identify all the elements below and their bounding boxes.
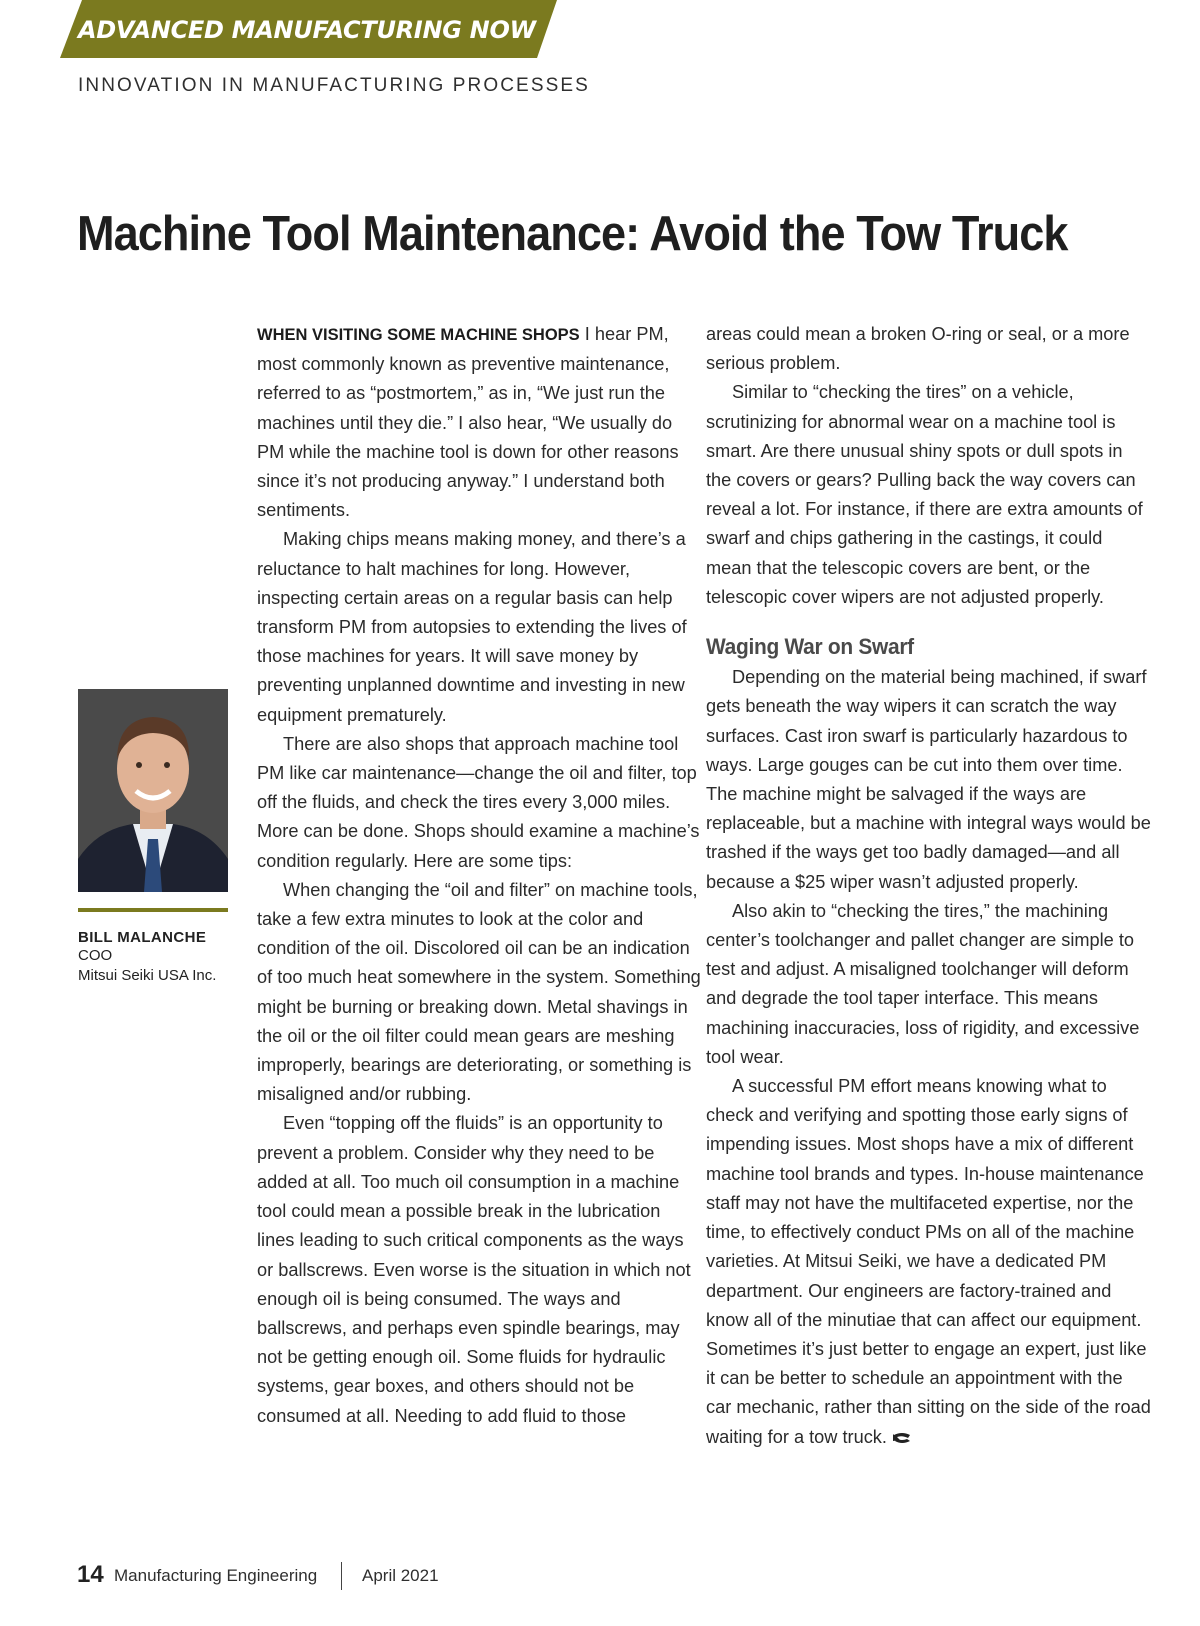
issue-date: April 2021 (362, 1566, 439, 1585)
paragraph-text: I hear PM, most commonly known as preventive maintenance, referred to as “postmortem,” as in, “We just run the machines until they die.” I also hear, “We usually do PM while the machine tool is down for other reasons since it’s not producing anyway.” I understand both sentiments. (257, 324, 679, 521)
paragraph: areas could mean a broken O-ring or seal, or a more serious problem. (706, 324, 1130, 374)
paragraph (706, 1072, 1151, 1452)
paragraph: When changing the “oil and filter” on machine tools, take a few extra minutes to look at the color and condition of the oil. Discolored oil can be an indication of too much heat somewhere in the system. Something might be burning or breaking down. Metal shavings in the oil or the oil filter could mean gears are meshing improperly, bearings are deteriorating, or something is misaligned and/or rubbing. (257, 879, 701, 1105)
paragraph: There are also shops that approach machine tool PM like car maintenance—change the oil and filter, top off the fluids, and check the tires every 3,000 miles. More can be done. Shops should examine a machine’s condition regularly. Here are some tips: (257, 733, 700, 871)
banner-title: ADVANCED MANUFACTURING NOW (78, 16, 536, 44)
paragraph: Also akin to “checking the tires,” the machining center’s toolchanger and pallet changer are simple to test and adjust. A misaligned toolchanger will deform and degrade the tool taper interface. This means machining inaccuracies, loss of rigidity, and excessive tool wear. (706, 900, 1140, 1067)
paragraph-text: A successful PM effort means knowing what to check and verifying and spotting those early signs of impending issues. Most shops have a mix of different machine tool brands and types. In-house maintenance staff may not have the multifaceted expertise, nor the time, to effectively conduct PMs on all of the machine varieties. At Mitsui Seiki, we have a dedicated PM department. Our engineers are factory-trained and know all of the minutiae that can affect our equipment. Sometimes it’s just better to engage an expert, just like it can be better to schedule an appointment with the car mechanic, rather than sitting on the side of the road waiting for a tow truck. (706, 1076, 1151, 1447)
author-company: Mitsui Seiki USA Inc. (78, 967, 217, 984)
author-role: COO (78, 947, 113, 964)
paragraph: Making chips means making money, and there’s a reluctance to halt machines for long. However, inspecting certain areas on a regular basis can help transform PM from autopsies to extending the lives of those machines for years. It will save money by preventing unplanned downtime and investing in new equipment prematurely. (257, 529, 687, 725)
publication-name: Manufacturing Engineering (114, 1566, 318, 1585)
page-number: 14 (77, 1561, 104, 1588)
paragraph: Depending on the material being machined, if swarf gets beneath the way wipers it can scratch the way surfaces. Cast iron swarf is particularly hazardous to ways. Large gouges can be cut into them over time. The machine might be salvaged if the ways are replaceable, but a machine with integral ways would be trashed if the ways get too badly damaged—and all because a $25 wiper wasn’t adjusted properly. (706, 667, 1151, 892)
author-photo (78, 689, 228, 892)
photo-rule (78, 908, 228, 912)
subheading: Waging War on Swarf (706, 634, 914, 660)
author-portrait-icon (78, 689, 228, 892)
lead-in: WHEN VISITING SOME MACHINE SHOPS (257, 326, 580, 344)
footer-divider (341, 1562, 342, 1590)
author-name: BILL MALANCHE (78, 929, 207, 946)
article-column-2 (706, 320, 1151, 1452)
section-label: INNOVATION IN MANUFACTURING PROCESSES (78, 75, 590, 96)
paragraph (257, 320, 702, 525)
end-mark-icon (891, 1431, 913, 1445)
article-column-1 (257, 320, 702, 1431)
article-title: Machine Tool Maintenance: Avoid the Tow Truck (77, 207, 1068, 261)
paragraph: Similar to “checking the tires” on a vehicle, scrutinizing for abnormal wear on a machine tool is smart. Are there unusual shiny spots or dull spots in the covers or gears? Pulling back the way covers can reveal a lot. For instance, if there are extra amounts of swarf and chips gathering in the castings, it could mean that the telescopic covers are bent, or the telescopic cover wipers are not adjusted properly. (706, 382, 1143, 607)
paragraph: Even “topping off the fluids” is an opportunity to prevent a problem. Consider why they need to be added at all. Too much oil consumption in a machine tool could mean a possible break in the lubrication lines leading to such critical components as the ways or ballscrews. Even worse is the situation in which not enough oil is being consumed. The ways and ballscrews, and perhaps even spindle bearings, may not be getting enough oil. Some fluids for hydraulic systems, gear boxes, and others should not be consumed at all. Needing to add fluid to those (257, 1113, 691, 1426)
